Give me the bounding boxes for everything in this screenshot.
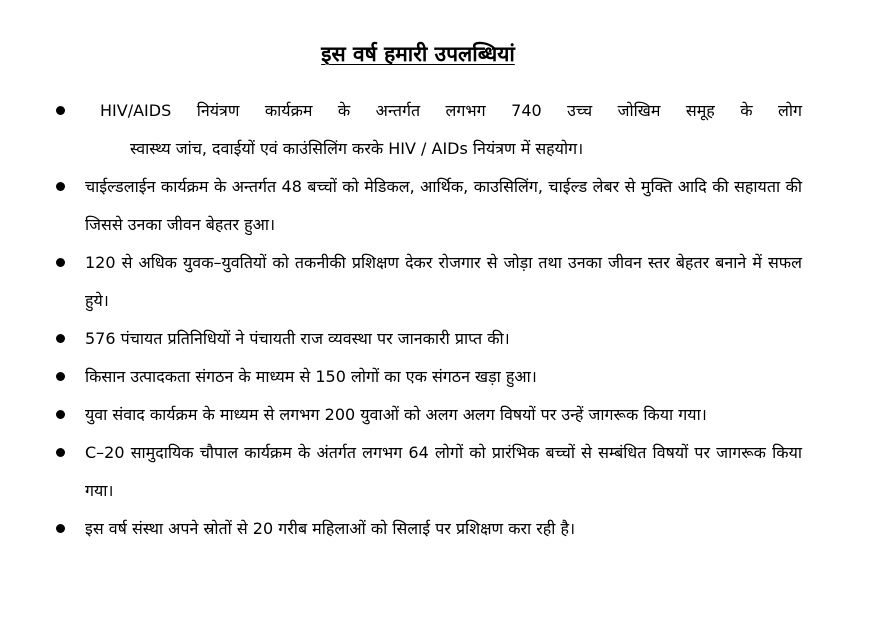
list-item xyxy=(0,168,802,244)
list-item xyxy=(0,92,802,168)
page-title-text: इस वर्ष हमारी उपलब्धियां xyxy=(321,42,515,66)
bullet-icon xyxy=(56,524,65,533)
bullet-icon xyxy=(56,372,65,381)
list-item-text: 576 पंचायत प्रतिनिधियों ने पंचायती राज व्यवस्था पर जानकारी प्राप्त की। xyxy=(85,329,510,348)
bullet-icon xyxy=(56,448,65,457)
bullet-icon xyxy=(56,258,65,267)
list-item-text: 120 से अधिक युवक–युवतियों को तकनीकी प्रशिक्षण देकर रोजगार से जोड़ा तथा उनका जीवन स्तर बेहतर बनाने में सफल हुये। xyxy=(85,253,802,310)
bullet-icon xyxy=(56,410,65,419)
list-item-text: युवा संवाद कार्यक्रम के माध्यम से लगभग 200 युवाओं को अलग अलग विषयों पर उन्हें जागरूक किया गया। xyxy=(85,405,707,424)
bullet-icon xyxy=(56,334,65,343)
list-item xyxy=(0,244,802,320)
bullet-icon xyxy=(56,106,65,115)
list-item xyxy=(0,510,802,548)
list-item-text: चाईल्डलाईन कार्यक्रम के अन्तर्गत 48 बच्चों को मेडिकल, आर्थिक, काउसिलिंग, चाईल्ड लेबर से मुक्ति आदि की सहायता की जिससे उनका जीवन बेहतर हुआ। xyxy=(85,177,802,234)
list-item-text: इस वर्ष संस्था अपने स्रोतों से 20 गरीब महिलाओं को सिलाई पर प्रशिक्षण करा रही है। xyxy=(85,519,576,538)
list-item-line-2: स्वास्थ्य जांच, दवाईयों एवं काउंसिलिंग करके HIV / AIDs नियंत्रण में सहयोग। xyxy=(130,139,584,158)
list-item xyxy=(0,434,802,510)
list-item-text: किसान उत्पादकता संगठन के माध्यम से 150 लोगों का एक संगठन खड़ा हुआ। xyxy=(85,367,537,386)
list-item xyxy=(0,396,802,434)
list-item-line-1: HIV/AIDS नियंत्रण कार्यक्रम के अन्तर्गत लगभग 740 उच्च जोखिम समूह के लोग xyxy=(100,101,802,120)
page-title xyxy=(0,38,836,70)
achievements-list xyxy=(0,92,872,548)
list-item xyxy=(0,358,802,396)
list-item-text: C–20 सामुदायिक चौपाल कार्यक्रम के अंतर्गत लगभग 64 लोगों को प्रारंभिक बच्चों से सम्बंधित विषयों पर जागरूक किया गया। xyxy=(85,443,802,500)
bullet-icon xyxy=(56,182,65,191)
list-item xyxy=(0,320,802,358)
